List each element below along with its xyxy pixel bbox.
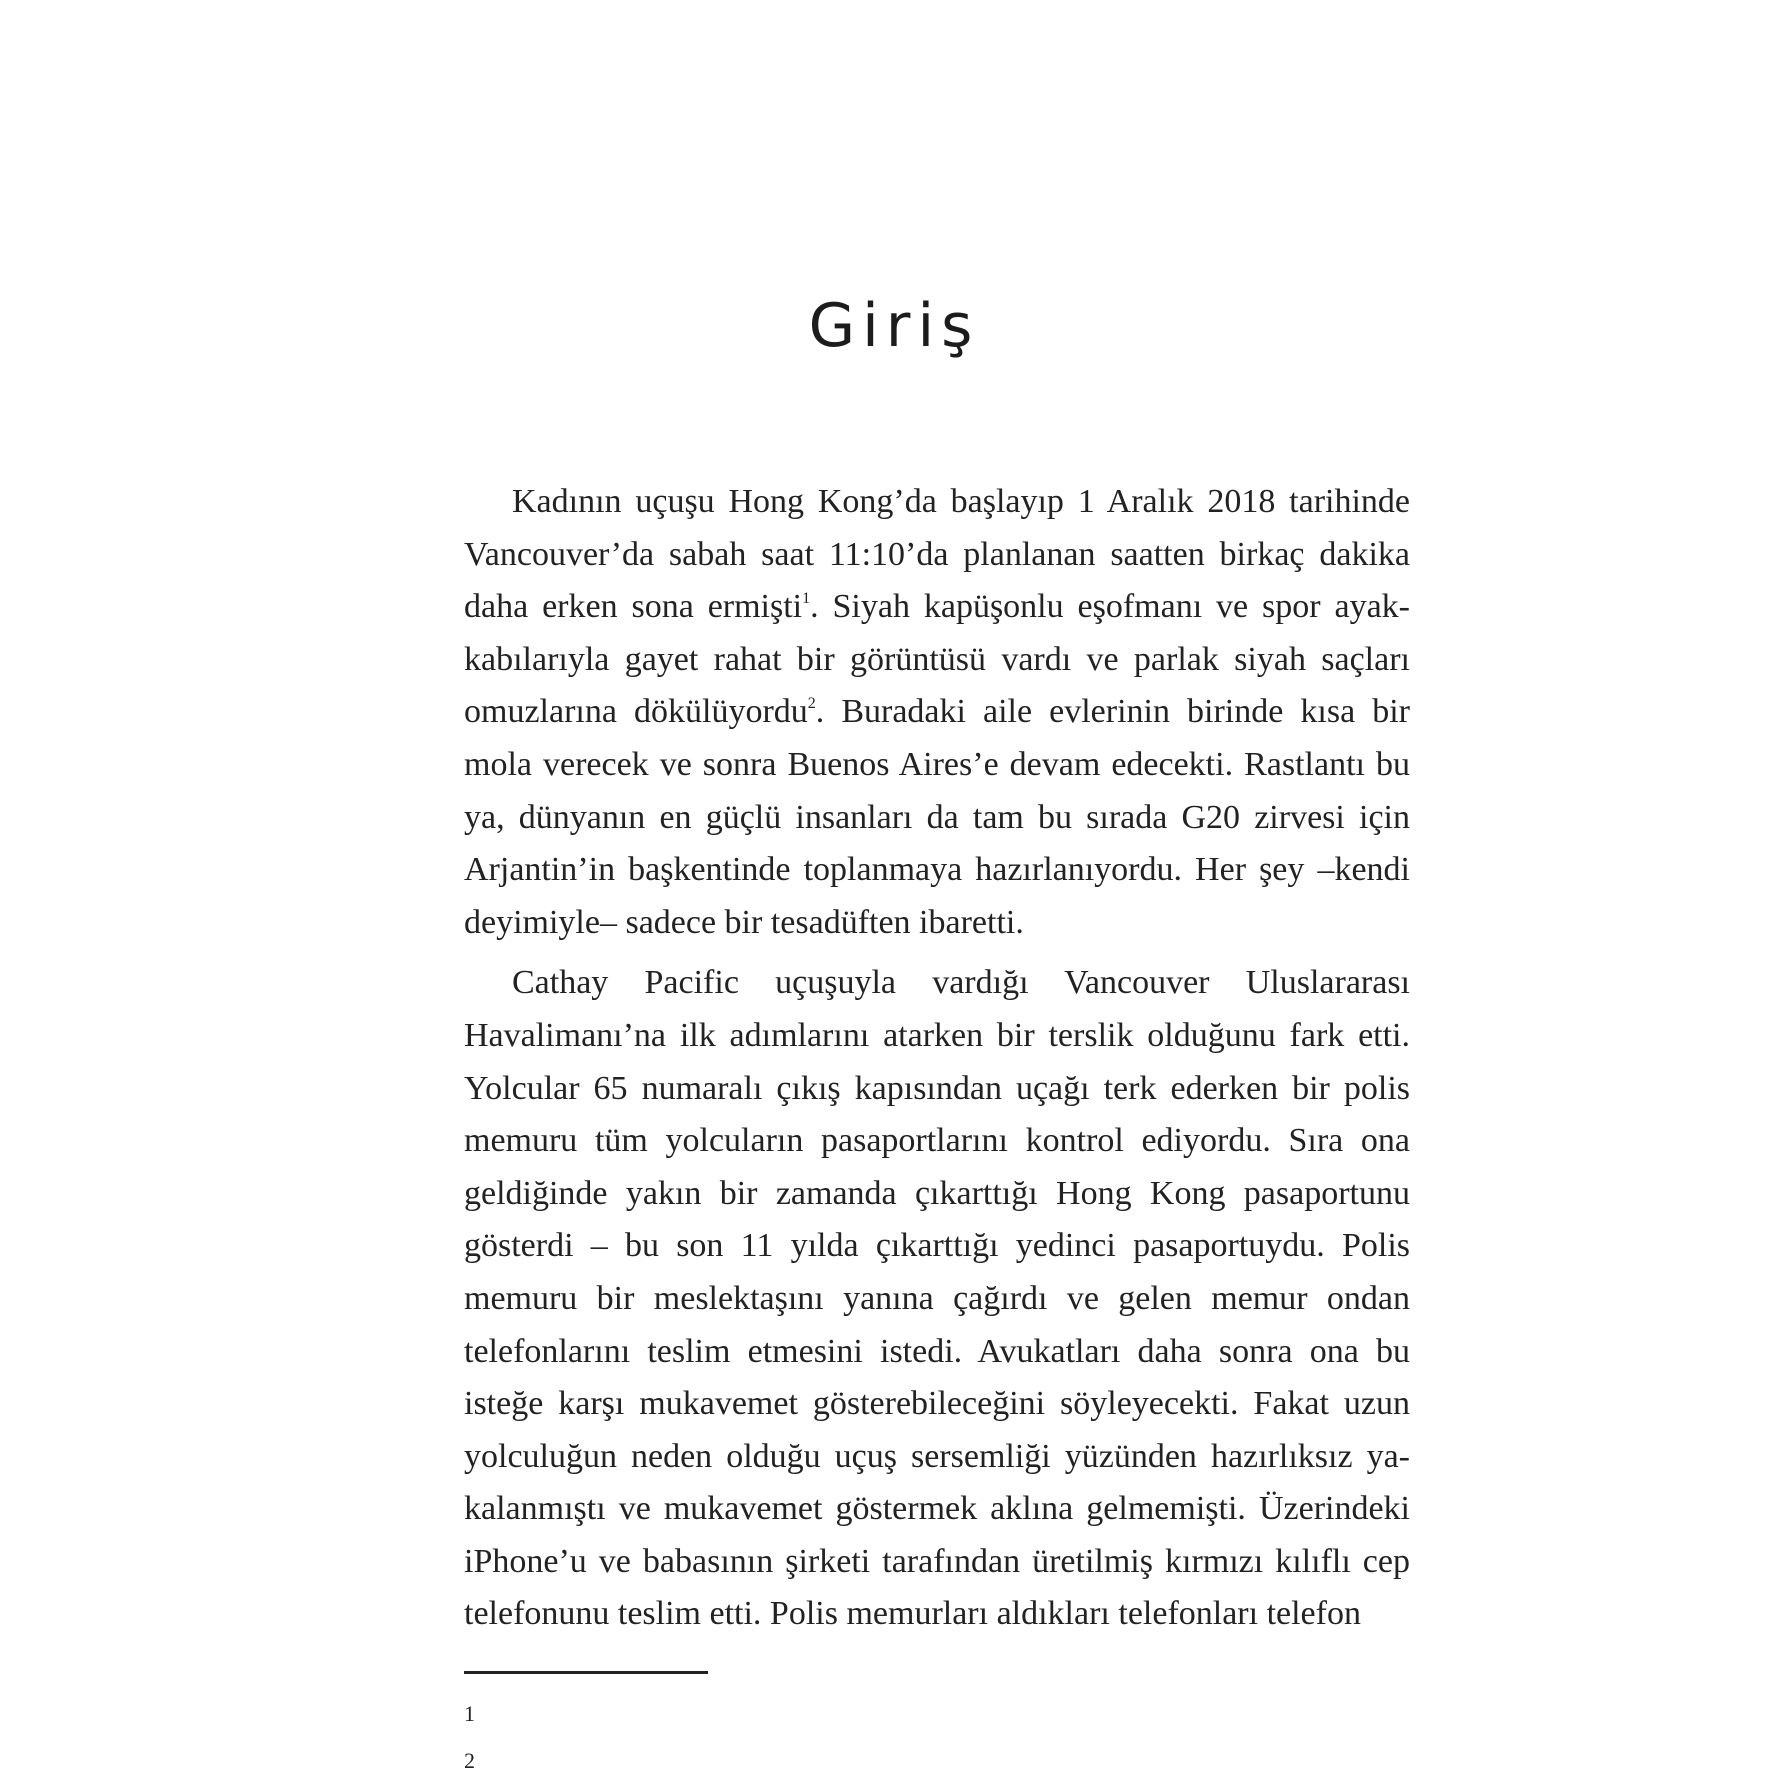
body-text xyxy=(464,476,1410,1641)
paragraph-1-part-1: Kadının uçuşu Hong Kong’da başlayıp 1 Aralık 2018 tarihinde Vancouver’da sabah saat 11:10’da planlanan saatten birkaç dakika daha erken sona ermişti xyxy=(464,483,1410,626)
paragraph-2: Cathay Pacific uçuşuyla vardığı Vancouver Uluslararası Havalimanı’na ilk adımlarını atarken bir terslik olduğunu fark etti. Yolcular 65 numaralı çıkış kapısından uçağı terk ederken bir polis memuru tüm yolcuların pasaportlarını kontrol ediyordu. Sıra ona geldiğinde yakın bir zamanda çıkarttığı Hong Kong pasaportunu gösterdi – bu son 11 yılda çıkarttığı yedinci pasaportuydu. Polis memuru bir meslektaşını yanına çağırdı ve gelen memur ondan telefonlarını teslim etmesini istedi. Avukatları daha sonra ona bu isteğe karşı mukavemet gösterebileceğini söyleyecekti. Fakat uzun yolculuğun neden olduğu uçuş sersemliği yüzünden hazırlıksız yakalanmıştı ve mukavemet göstermek aklına gelmemişti. Üzerindeki iPhone’u ve babasının şirketi tarafından üretilmiş kırmızı kılıflı cep telefonunu teslim etti. Polis memurları aldıkları telefonları telefon xyxy=(464,964,1410,1633)
paragraph-1 xyxy=(464,476,1410,949)
paragraph-1-part-2: . Siyah kapüşonlu eşofmanı ve spor ayakkabılarıyla gayet rahat bir görüntüsü vardı ve parlak siyah saçları omuzlarına dökülüyordu xyxy=(464,588,1410,731)
footnote-2: 2 xyxy=(464,1748,475,1773)
footnote-ref-1[interactable]: 1 xyxy=(802,590,811,608)
footnote-1: 1 xyxy=(464,1701,475,1726)
footnote-divider xyxy=(464,1671,708,1674)
chapter-title: Giriş xyxy=(808,291,980,361)
footnote-ref-2[interactable]: 2 xyxy=(807,695,816,713)
paragraph-1-part-3: . Buradaki aile evlerinin birinde kısa bir mola verecek ve sonra Buenos Aires’e devam edecekti. Rastlantı bu ya, dünyanın en güçlü insanları da tam bu sırada G20 zirvesi için Arjantin’in başkentinde toplanmaya hazırlanıyordu. Her şey –kendi deyimiyle– sadece bir tesadüften ibaretti. xyxy=(464,693,1411,941)
